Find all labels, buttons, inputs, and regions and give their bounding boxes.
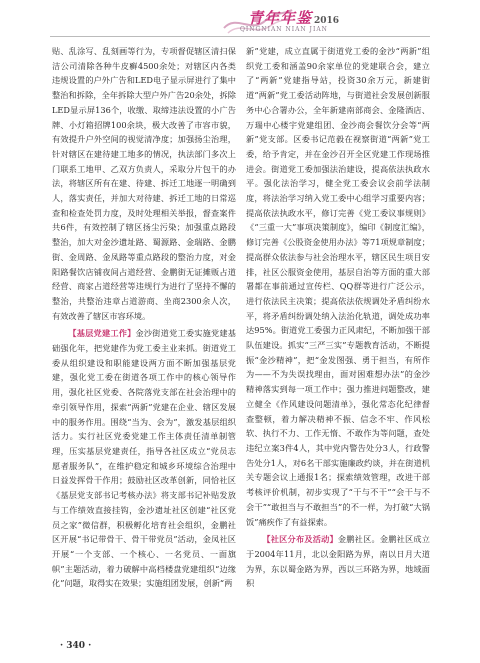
section-heading-community: 【社区分布及活动】: [262, 534, 338, 545]
yearbook-title-text: 青年年鉴: [248, 9, 313, 27]
section-heading-party-building: 【基层党建工作】: [68, 328, 136, 339]
yearbook-title: [248, 7, 339, 28]
header-divider: [50, 36, 430, 37]
right-paragraph-1: 新”党建，成立直属于街道党工委的金沙“两新”组织党工委和涵盖90余家单位的党建联合会，建立了“两新”党建指导站，投资30余万元，新建街道“两新”党工委活动阵地，与街道社会发展创新服务中心合署办公，全年新建南部商会、金隆酒店、万瑞中心楼宇党建组团、金沙商会餐饮分会等“两新”党支部。区委书记范毅在视察街道“两新”党工委，给予肯定，并在金沙召开全区党建工作现场推进会。街道党工委加强法治建设，提高依法执政水平。强化法治学习，健全党工委会议会前学法制度，将法治学习纳入党工委中心组学习重要内容；提高依法执政水平，修订完善《党工委议事规则》《“三重一大”事项决策制度》，编印《制度汇编》，修订完善《公股资金使用办法》等71项规章制度；提高群众依法参与社会治理水平，辖区民生项目安排，社区公服资金使用，基层自治等方面的重大部署都在事前通过宣传栏、QQ群等进行广泛公示，进行依法民主决策；提高依法依规调处矛盾纠纷水平，将矛盾纠纷调处纳入法治化轨道，调处成功率达95%。街道党工委强力正风肃纪，不断加强干部队伍建设。抓实“三严三实”专题教育活动，不断提振“金沙精神”，把“金发图强、勇于担当，有所作为——不为失误找理由，面对困难想办法”的金沙精神落实到每一项工作中；强力推进问题整改，建立健全《作风建设问题清单》，强化常态化纪律督查整顿，着力解决精神不振、信念不牢、作风松软、执行不力、工作无惰、不敢作为等问题，查处违纪立案3件4人，其中党内警告处分3人，行政警告处分1人，对6名干部实施廉政约谈，并在街道机关专题会议上通报1名；探索绩效管理，改进干部考核评价机制，初步实现了“干与不干”“会干与不会干”“敢担当与不敢担当”的不一样，为打破“大锅饭”痛疾作了有益探索。: [246, 46, 430, 527]
left-paragraph-2: [52, 326, 236, 591]
page-number: · 340 ·: [60, 641, 92, 651]
page-header: [0, 0, 480, 40]
left-paragraph-1: 贴、乱涂写、乱刻画等行为，专项督促辖区清扫保洁公司清除各种牛皮癣4500余处；对辖区内各类违规设置的户外广告和LED电子显示屏进行了集中整治和拆除，全年拆除大型户外广告20余处，拆除LED显示屏136个，收缴、取缔违法设置的小广告牌、小灯箱招牌100余块，极大改善了市容市貌，有效提升户外空间的视觉清净度；加强扬尘治理，针对辖区在建待建工地多的情况，执法部门多次上门联系工地甲、乙双方负责人，采取分片包干的办法，将辖区所有在建、待建、拆迁工地逐一明确到人，落实责任，并加大对待建、拆迁工地的日常巡查和检查处罚力度，及时处理相关举报，督查案件共6件，有效控制了辖区扬尘污染；加强重点路段整治，加大对金沙遗址路、蜀源路、金瑞路、金鹏街、金周路、金凤路等重点路段的整治力度，对金阳路餐饮店铺夜间占道经营、金鹏街无证摊贩占道经营、商家占道经营等违规行为进行了坚持不懈的整治，共整治违章占道游商、坐商2300余人次，有效改善了辖区市容环境。: [52, 46, 236, 321]
left-column: [52, 44, 236, 591]
left-paragraph-2-text: 金沙街道党工委实施党建基础强化年，把党建作为党工委主业来抓。街道党工委从组织建设和职能建设两方面不断加强基层党建，强化党工委在街道各项工作中的核心领导作用，强化社区党委、各院落党支部在社会治理中的牵引领导作用，探索“两新”党建在企业、辖区发展中的服务作用。围绕“当为、会为”，激发基层组织活力。实行社区党委党建工作主体责任清单制管理，压实基层党建责任，指导各社区成立“党员志愿者服务队”，在维护稳定和城乡环境综合治理中日益发挥骨干作用；鼓励社区改革创新，同恰社区《基层党支部书记考核办法》将支部书记补贴发放与工作绩效直接挂钩，金沙遗址社区创建“社区党员之家”微信群，积极孵化培育社会组织，金鹏社区开展“书记带骨干、骨干带党员”活动，金凤社区开展“一个支部、一个核心、一名党员、一面旗帜”主题活动，着力破解中高档楼盘党建组织“边缘化”问题，取得实在效果；实施组团发展，创新“两: [52, 328, 236, 589]
right-paragraph-2: [246, 532, 430, 591]
right-column: [246, 44, 430, 591]
yearbook-year: 2016: [314, 16, 340, 26]
right-paragraph-2-text: 金鹏社区。金鹏社区成立于2004年11月，北以金阳路为界，南以日月大道为界，东以蜀金路为界，西以三环路为界，地域面积: [246, 534, 430, 589]
yearbook-pinyin: QINGNIAN NIAN JIAN: [240, 26, 328, 33]
